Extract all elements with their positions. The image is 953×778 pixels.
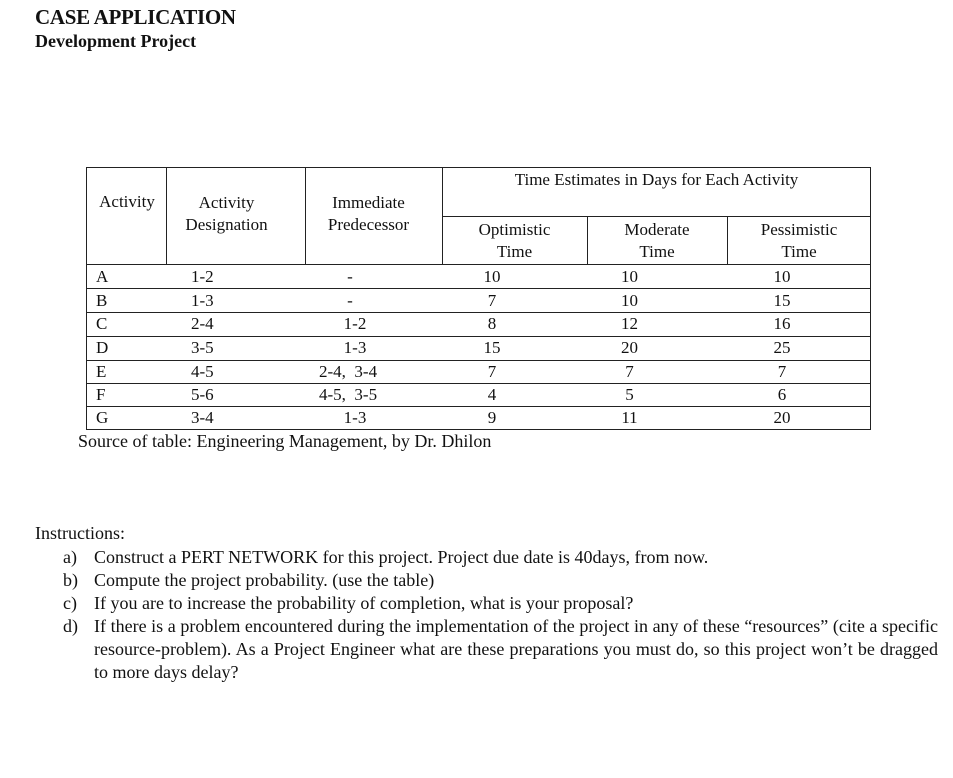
row-b-pessimistic: 15 [773,291,791,310]
header-time-estimates: Time Estimates in Days for Each Activity [514,170,799,189]
row-e-moderate: 7 [625,362,634,381]
row-d-moderate: 20 [621,338,638,357]
row-d-predecessor: 1-3 [343,338,367,357]
instruction-item-a [63,546,938,569]
row-d-pessimistic: 25 [773,338,791,357]
row-g-activity: G [96,408,109,427]
row-g-designation: 3-4 [191,408,214,427]
header-designation-line2: Designation [185,215,268,234]
document-subtitle: Development Project [35,31,197,51]
row-g-optimistic: 9 [487,408,497,427]
instruction-item-c [63,592,938,615]
row-e-activity: E [96,362,107,381]
row-d-activity: D [96,338,109,357]
instruction-label: c) [63,593,77,613]
row-a-moderate: 10 [621,267,638,286]
instructions-heading: Instructions: [35,523,125,543]
row-c-activity: C [96,314,108,333]
row-a-pessimistic: 10 [773,267,791,286]
row-a-predecessor: - [347,267,353,286]
header-designation-line1: Activity [198,193,255,212]
row-b-optimistic: 7 [487,291,497,310]
row-b-designation: 1-3 [191,291,214,310]
header-activity: Activity [99,192,155,211]
header-moderate-line2: Time [639,242,675,261]
instruction-label: a) [63,547,77,567]
row-c-designation: 2-4 [191,314,214,333]
instruction-text: If you are to increase the probability of completion, what is your proposal? [94,593,634,613]
row-c-optimistic: 8 [487,314,497,333]
header-optimistic-line2: Time [496,242,533,261]
row-c-moderate: 12 [621,314,638,333]
row-c-pessimistic: 16 [773,314,791,333]
row-f-predecessor: 4-5, 3-5 [319,385,378,404]
row-e-optimistic: 7 [487,362,497,381]
header-pessimistic-line2: Time [781,242,817,261]
row-e-designation: 4-5 [191,362,214,381]
instruction-text: If there is a problem encountered during the implementation of the project in any of these “resources” (cite a specific resource-problem). As a Project Engineer what are these preparations you must do, so this project won’t be dragged to more days delay? [94,616,938,682]
row-e-pessimistic: 7 [777,362,787,381]
row-b-moderate: 10 [621,291,638,310]
row-a-optimistic: 10 [483,267,501,286]
document-title: CASE APPLICATION [35,5,236,29]
row-b-activity: B [96,291,108,310]
row-g-moderate: 11 [621,408,638,427]
row-g-pessimistic: 20 [773,408,791,427]
instruction-label: b) [63,570,78,590]
row-g-predecessor: 1-3 [343,408,367,427]
header-optimistic-line1: Optimistic [478,220,551,239]
header-moderate-line1: Moderate [624,220,690,239]
header-predecessor-line1: Immediate [332,193,405,212]
table-source: Source of table: Engineering Management, by Dr. Dhilon [78,431,492,451]
instruction-item-b [63,569,938,592]
row-d-optimistic: 15 [483,338,501,357]
row-f-pessimistic: 6 [777,385,787,404]
row-a-designation: 1-2 [191,267,214,286]
header-predecessor-line2: Predecessor [327,215,410,234]
row-a-activity: A [96,267,109,286]
row-e-predecessor: 2-4, 3-4 [319,362,378,381]
row-b-predecessor: - [347,291,353,310]
row-c-predecessor: 1-2 [343,314,367,333]
instruction-label: d) [63,616,78,636]
row-f-designation: 5-6 [191,385,214,404]
row-f-optimistic: 4 [487,385,497,404]
row-d-designation: 3-5 [191,338,214,357]
instruction-text: Construct a PERT NETWORK for this project. Project due date is 40days, from now. [94,547,709,567]
instruction-text: Compute the project probability. (use the table) [94,570,435,590]
header-pessimistic-line1: Pessimistic [760,220,838,239]
instruction-item-d [63,615,938,684]
row-f-activity: F [96,385,106,404]
row-f-moderate: 5 [625,385,634,404]
